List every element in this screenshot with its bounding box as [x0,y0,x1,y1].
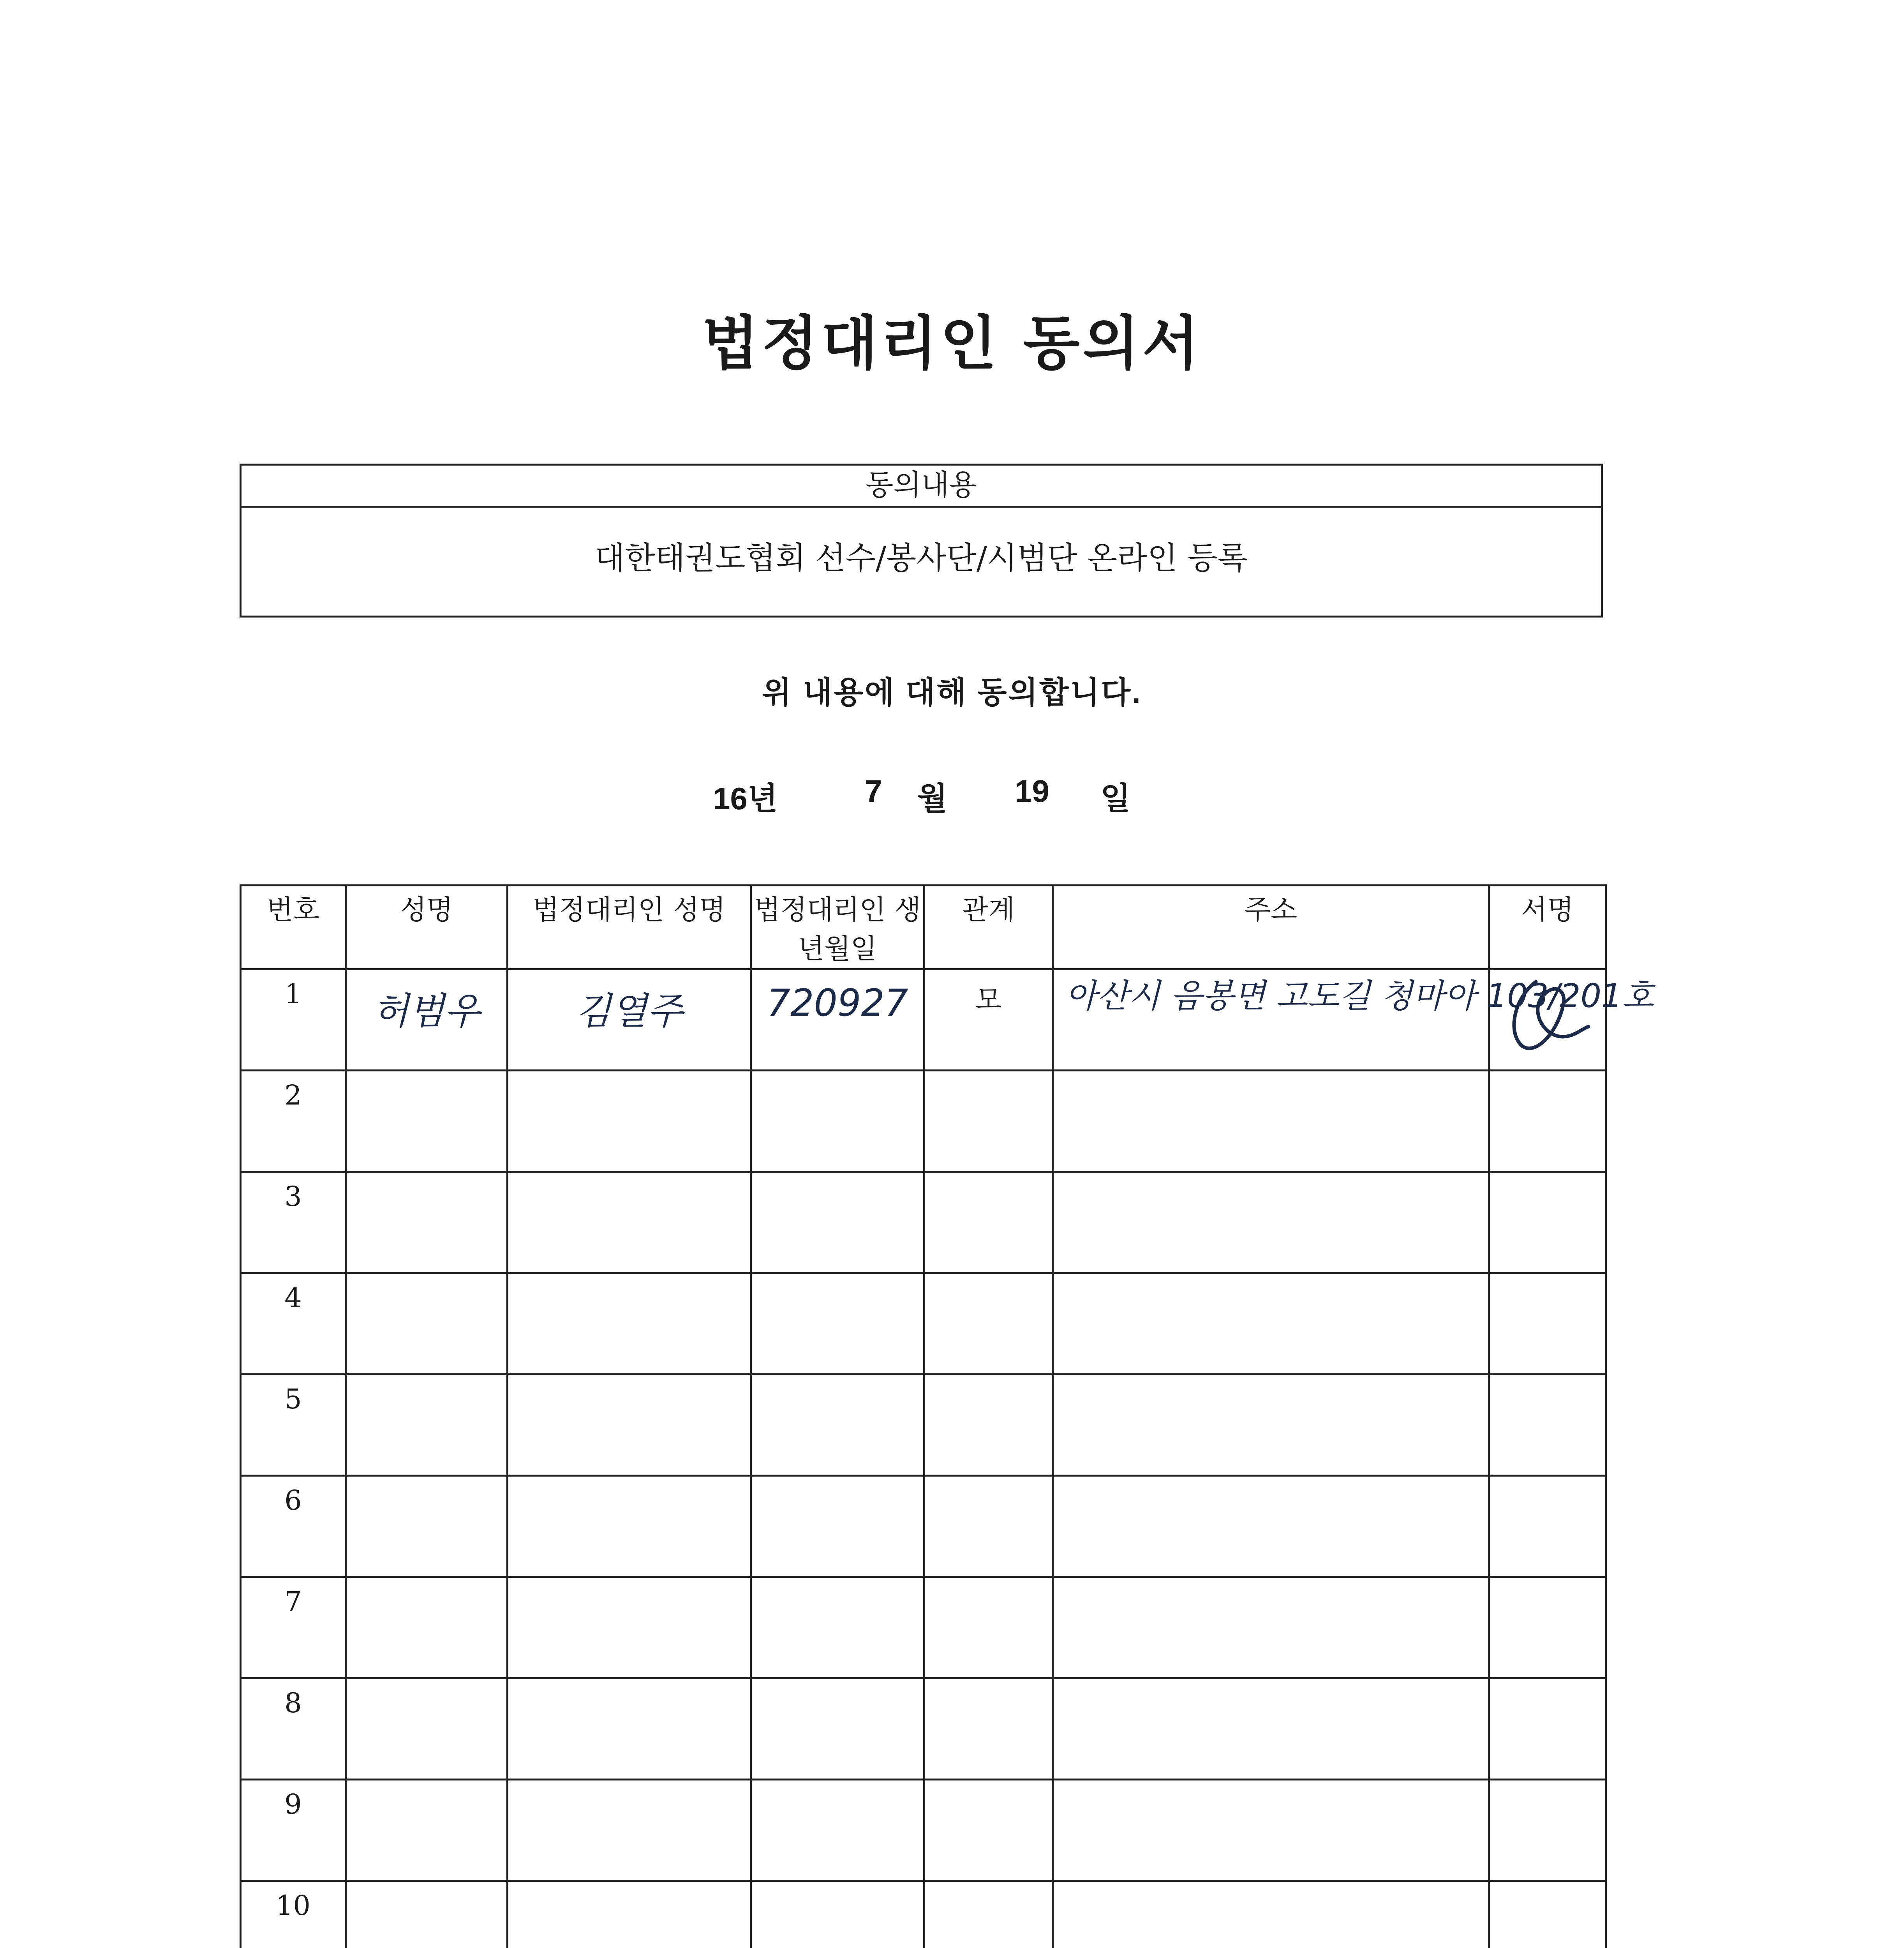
table-row [241,1172,1606,1273]
guardian-name-cell [508,1071,751,1172]
header-relation: 관계 [924,886,1053,969]
relation-cell [924,1678,1053,1780]
registration-table [240,884,1654,1948]
address-cell [1053,1172,1489,1273]
guardian-name-cell [508,1273,751,1375]
row-number: 9 [241,1780,346,1881]
name-cell [346,969,508,1071]
guardian-name: 김열주 [575,990,683,1033]
table-row [241,1780,1606,1881]
relation-cell [924,1375,1053,1476]
guardian-birth-cell [751,1071,924,1172]
row-number: 1 [241,969,346,1071]
table-row [241,1881,1606,1948]
document-title: 법정대리인 동의서 [702,309,1202,378]
address-cell [1053,1780,1489,1881]
guardian-birth-cell [751,1273,924,1375]
row-number: 8 [241,1678,346,1780]
signature-cell [1489,1375,1606,1476]
name-cell [346,1881,508,1948]
address-cell [1053,1678,1489,1780]
relation-cell [924,1577,1053,1678]
table-row [241,969,1606,1071]
guardian-name-cell [508,1780,751,1881]
relation-cell [924,1476,1053,1577]
date-month: 7 [865,774,882,808]
address: 아산시 음봉면 고도길 청마아 103/201호 [1065,977,1654,1015]
row-number: 4 [241,1273,346,1375]
guardian-birth-cell [751,1881,924,1948]
table-row [241,1577,1606,1678]
header-address: 주소 [1053,886,1489,969]
table-row [241,1071,1606,1172]
signature-cell [1489,1172,1606,1273]
consent-header: 동의내용 [242,466,1601,508]
guardian-name-cell [508,1678,751,1780]
table-header-row [241,886,1606,969]
relation-cell [924,1273,1053,1375]
date-day-unit: 일 [1100,781,1131,816]
signature-cell [1489,1577,1606,1678]
header-guardian-name: 법정대리인 성명 [508,886,751,969]
address-cell [1053,1881,1489,1948]
signature-cell [1489,1881,1606,1948]
name-cell [346,1375,508,1476]
relation-cell [924,1780,1053,1881]
relation-cell [924,1172,1053,1273]
header-signature: 서명 [1489,886,1606,969]
guardian-name-cell [508,1172,751,1273]
name-cell [346,1273,508,1375]
row-number: 2 [241,1071,346,1172]
guardian-birth-cell [751,1780,924,1881]
date-day: 19 [1015,774,1049,808]
guardian-birth-cell [751,1577,924,1678]
row-number: 6 [241,1476,346,1577]
name-cell [346,1172,508,1273]
guardian-birth-cell [751,1172,924,1273]
guardian-name-cell [508,1476,751,1577]
guardian-birth: 720927 [767,982,908,1025]
address-cell [1053,1375,1489,1476]
agree-statement: 위 내용에 대해 동의합니다. [762,675,1142,709]
signature-cell [1489,1678,1606,1780]
header-name: 성명 [346,886,508,969]
guardian-birth-cell [751,1375,924,1476]
guardian-name-cell [508,1375,751,1476]
name-cell [346,1476,508,1577]
name-cell [346,1780,508,1881]
address-cell [1053,969,1654,1071]
table-row [241,1375,1606,1476]
signature-cell [1489,1071,1606,1172]
address-cell [1053,1071,1489,1172]
consent-body: 대한태권도협회 선수/봉사단/시범단 온라인 등록 [595,540,1248,576]
student-name: 허범우 [373,990,480,1033]
name-cell [346,1577,508,1678]
row-number: 5 [241,1375,346,1476]
table-row [241,1273,1606,1375]
row-number: 7 [241,1577,346,1678]
guardian-birth-cell [751,1678,924,1780]
table-row [241,1678,1606,1780]
address-cell [1053,1273,1489,1375]
guardian-name-cell [508,1881,751,1948]
guardian-birth-cell [751,1476,924,1577]
address-cell [1053,1476,1489,1577]
signature-cell [1489,1273,1606,1375]
header-guardian-birth: 법정대리인 생년월일 [751,886,924,969]
signature-cell [1489,1476,1606,1577]
relation-cell: 모 [924,969,1053,1071]
date-year: 16년 [713,781,778,816]
signature-cell [1489,1780,1606,1881]
consent-box [240,464,1603,618]
name-cell [346,1071,508,1172]
relation-cell [924,1071,1053,1172]
guardian-name-cell [508,1577,751,1678]
row-number: 10 [241,1881,346,1948]
address-cell [1053,1577,1489,1678]
name-cell [346,1678,508,1780]
relation-cell [924,1881,1053,1948]
guardian-name-cell [508,969,751,1071]
header-number: 번호 [241,886,346,969]
guardian-birth-cell [751,969,924,1071]
row-number: 3 [241,1172,346,1273]
date-month-unit: 월 [917,781,948,816]
table-row [241,1476,1606,1577]
